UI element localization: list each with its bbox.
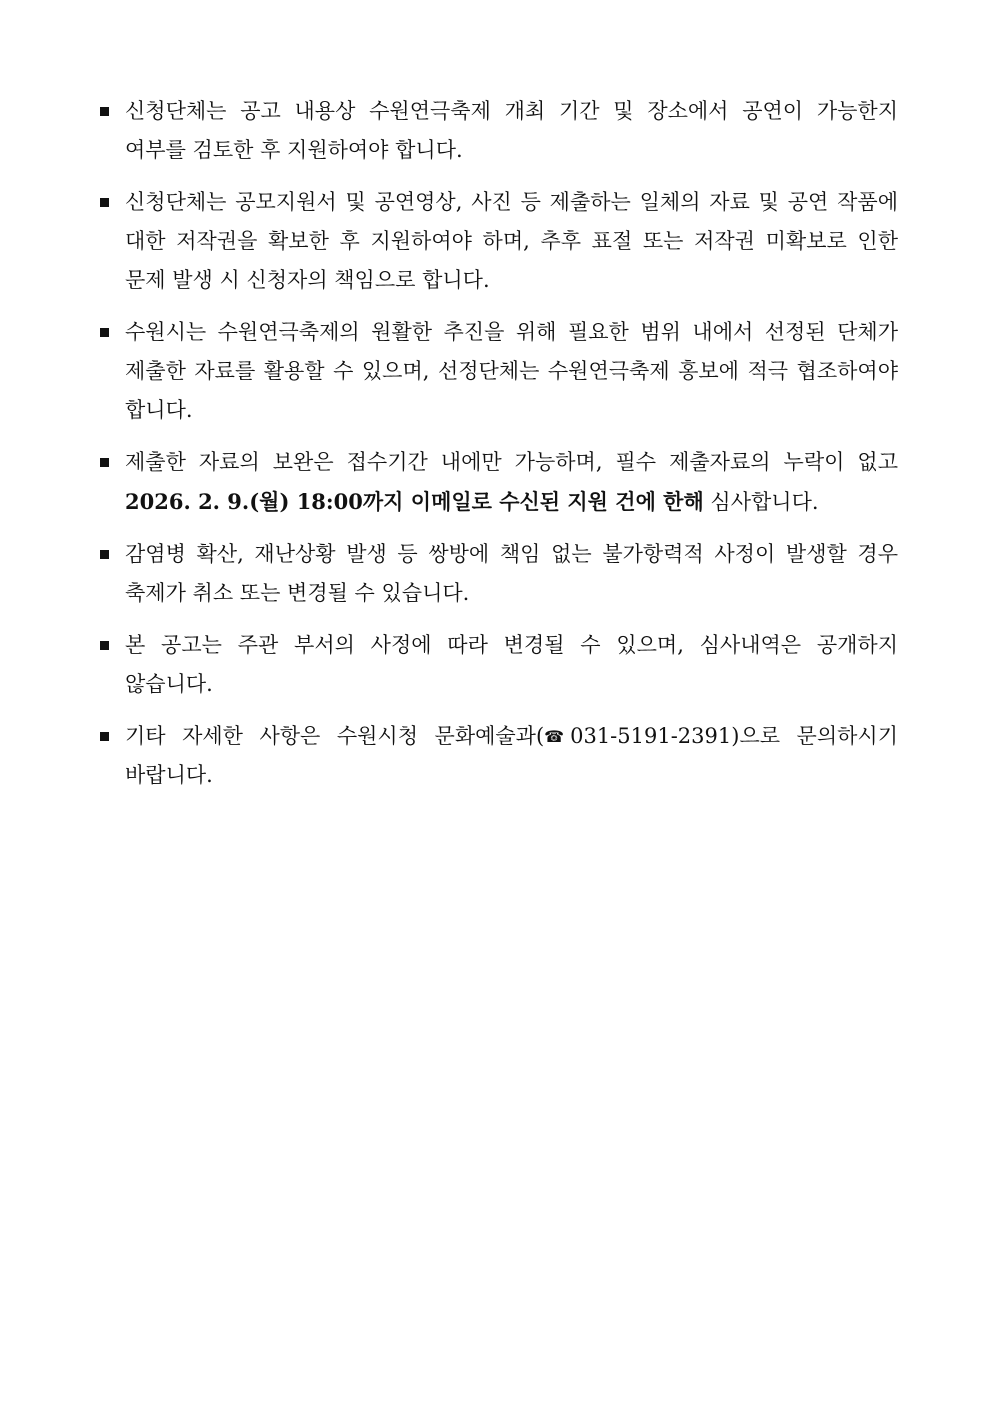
bullet-square-icon — [100, 732, 109, 741]
bullet-square-icon — [100, 198, 109, 207]
notice-list — [100, 92, 898, 808]
notice-item-4 — [100, 443, 898, 522]
notice-item-1 — [100, 92, 898, 170]
notice-text-7-after: )으로 문의하시기 바랍니다. — [125, 724, 898, 787]
notice-text-3: 수원시는 수원연극축제의 원활한 추진을 위해 필요한 범위 내에서 선정된 단체가 제출한 자료를 활용할 수 있으며, 선정단체는 수원연극축제 홍보에 적극 협조하여야 합니다. — [125, 320, 898, 422]
bullet-square-icon — [100, 641, 109, 650]
notice-text-4-before: 제출한 자료의 보완은 접수기간 내에만 가능하며, 필수 제출자료의 누락이 없고 — [125, 450, 898, 474]
contact-phone-number: 031-5191-2391 — [570, 724, 732, 748]
bullet-square-icon — [100, 328, 109, 337]
notice-text-4-after: 심사합니다. — [703, 490, 819, 514]
notice-item-5 — [100, 535, 898, 613]
telephone-icon: ☎ — [544, 727, 565, 746]
notice-text-7-before: 기타 자세한 사항은 수원시청 문화예술과( — [125, 724, 545, 748]
notice-text-5: 감염병 확산, 재난상황 발생 등 쌍방에 책임 없는 불가항력적 사정이 발생할 경우 축제가 취소 또는 변경될 수 있습니다. — [125, 542, 898, 605]
notice-text-1: 신청단체는 공고 내용상 수원연극축제 개최 기간 및 장소에서 공연이 가능한지 여부를 검토한 후 지원하여야 합니다. — [125, 99, 898, 162]
notice-item-2 — [100, 183, 898, 300]
notice-item-6 — [100, 626, 898, 704]
notice-text-6: 본 공고는 주관 부서의 사정에 따라 변경될 수 있으며, 심사내역은 공개하지 않습니다. — [125, 633, 898, 696]
notice-text-4-deadline: 2026. 2. 9.(월) 18:00까지 이메일로 수신된 지원 건에 한해 — [125, 489, 704, 514]
notice-text-2: 신청단체는 공모지원서 및 공연영상, 사진 등 제출하는 일체의 자료 및 공연 작품에 대한 저작권을 확보한 후 지원하여야 하며, 추후 표절 또는 저작권 미확보로 인한 문제 발생 시 신청자의 책임으로 합니다. — [125, 190, 898, 292]
notice-item-3 — [100, 313, 898, 430]
bullet-square-icon — [100, 107, 109, 116]
bullet-square-icon — [100, 550, 109, 559]
bullet-square-icon — [100, 458, 109, 467]
notice-item-7 — [100, 717, 898, 795]
